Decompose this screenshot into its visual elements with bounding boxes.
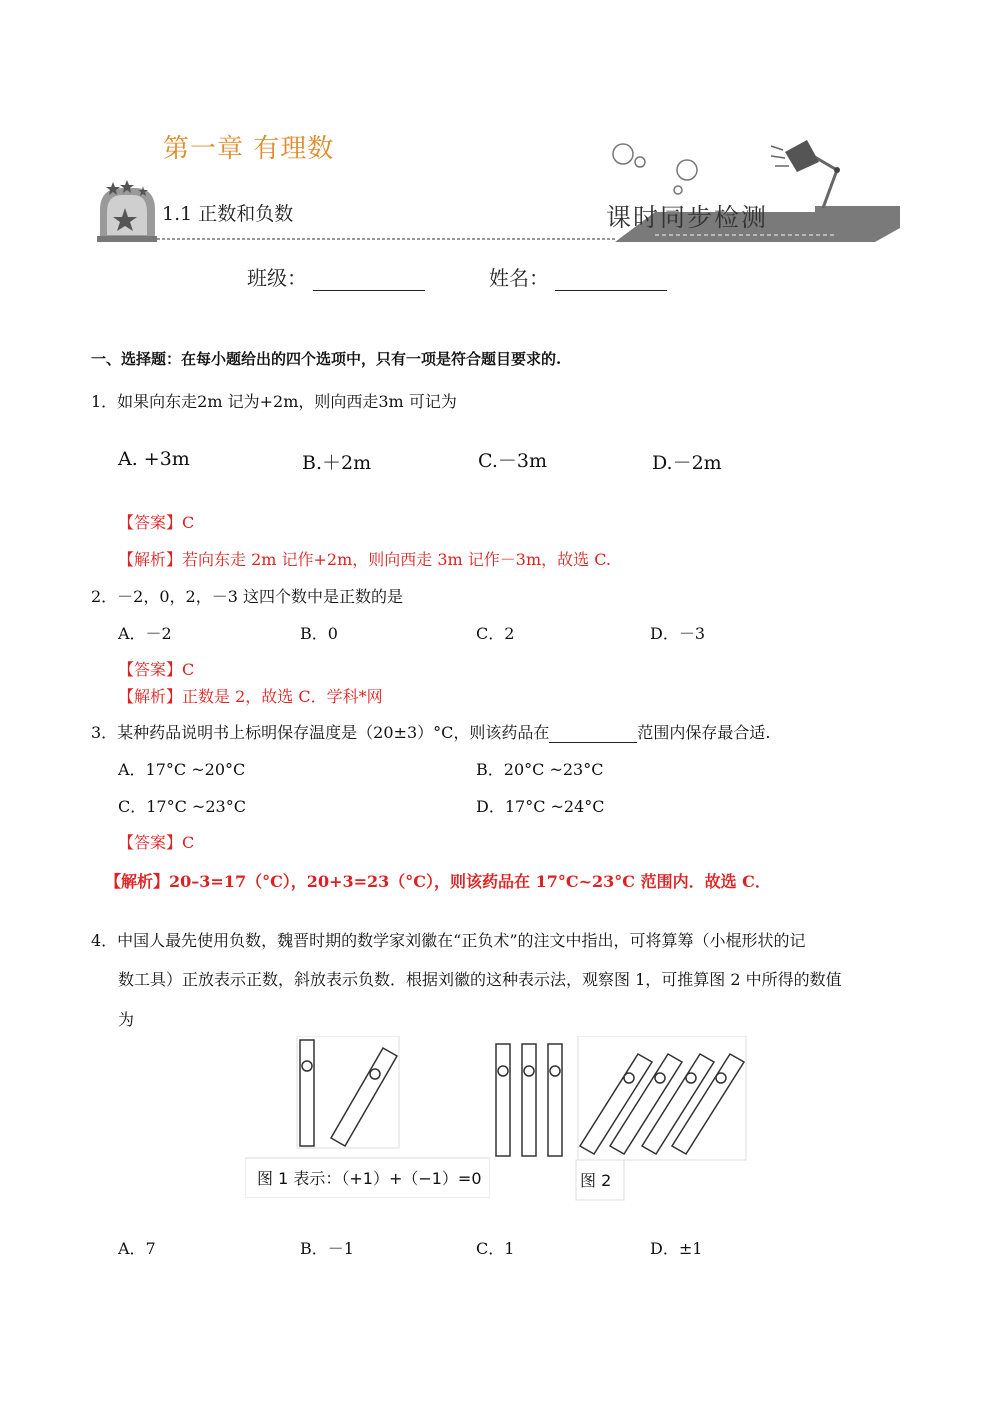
class-blank[interactable] — [313, 270, 425, 291]
banner-title: 课时同步检测 — [606, 203, 769, 232]
question-2-option-d: D．－3 — [650, 624, 706, 643]
question-3-stem — [91, 720, 770, 743]
question-1-option-c: C.－3m — [478, 450, 548, 472]
question-3-option-d: D．17°C ~24°C — [476, 797, 605, 816]
question-4-stem-line-2: 数工具）正放表示正数，斜放表示负数．根据刘徽的这种表示法，观察图 1，可推算图 2 中所得的数值 — [118, 970, 842, 989]
question-1-option-b: B.＋2m — [302, 452, 372, 474]
question-1-stem: 1．如果向东走2m 记为+2m，则向西走3m 可记为 — [91, 392, 457, 411]
part-heading: 一、选择题：在每小题给出的四个选项中，只有一项是符合题目要求的. — [91, 350, 562, 368]
question-2-option-a: A．－2 — [118, 624, 172, 643]
section-title: 1.1 正数和负数 — [162, 203, 294, 225]
question-3-stem-tail: 范围内保存最合适. — [637, 723, 771, 742]
question-3-stem-head: 3．某种药品说明书上标明保存温度是（20±3）°C，则该药品在 — [91, 723, 550, 742]
figure-1-caption: 图 1 表示：（+1）+（−1）=0 — [257, 1169, 482, 1188]
class-label: 班级： — [247, 266, 307, 290]
question-1-answer: 【答案】C — [118, 513, 195, 532]
question-3-option-b: B．20°C ~23°C — [476, 760, 604, 779]
question-4-stem-line-3: 为 — [118, 1010, 135, 1029]
question-4-stem-line-1: 4．中国人最先使用负数，魏晋时期的数学家刘徽在“正负术”的注文中指出，可将算筹（小棍形状的记 — [91, 931, 806, 950]
question-2-stem: 2．－2，0，2，－3 这四个数中是正数的是 — [91, 587, 403, 606]
question-4-option-d: D．±1 — [650, 1239, 703, 1258]
question-2-answer: 【答案】C — [118, 660, 195, 679]
counting-rod-slanted — [331, 1048, 397, 1146]
figure-2-caption: 图 2 — [580, 1171, 612, 1190]
star-badge-icon — [97, 180, 157, 242]
question-3-option-a: A．17°C ~20°C — [118, 760, 246, 779]
question-1-explanation: 【解析】若向东走 2m 记作+2m，则向西走 3m 记作－3m，故选 C. — [118, 550, 612, 569]
counting-rod-upright — [300, 1040, 314, 1146]
question-2-option-b: B．0 — [300, 624, 338, 643]
slanted-rods — [580, 1054, 744, 1154]
upright-rods — [496, 1044, 562, 1156]
question-3-option-c: C．17°C ~23°C — [118, 797, 246, 816]
question-4-option-b: B．－1 — [300, 1239, 354, 1258]
question-3-explanation: 【解析】20–3=17（°C），20+3=23（°C），则该药品在 17°C~23°C 范围内．故选 C． — [105, 872, 771, 891]
figure-2 — [488, 1036, 748, 1201]
question-4-option-c: C．1 — [476, 1239, 515, 1258]
question-3-answer: 【答案】C — [118, 833, 195, 852]
question-4-option-a: A．7 — [118, 1239, 156, 1258]
lamp-icon — [771, 140, 840, 208]
question-2-option-c: C．2 — [476, 624, 515, 643]
name-field — [489, 262, 667, 291]
name-label: 姓名： — [489, 266, 549, 290]
chapter-title: 第一章 有理数 — [163, 134, 335, 164]
class-field — [247, 262, 425, 291]
question-2-explanation: 【解析】正数是 2，故选 C．学科*网 — [118, 687, 383, 706]
name-blank[interactable] — [555, 270, 667, 291]
question-1-option-d: D.－2m — [652, 452, 722, 474]
question-1-option-a: A. +3m — [118, 448, 190, 470]
question-3-blank — [549, 726, 637, 743]
